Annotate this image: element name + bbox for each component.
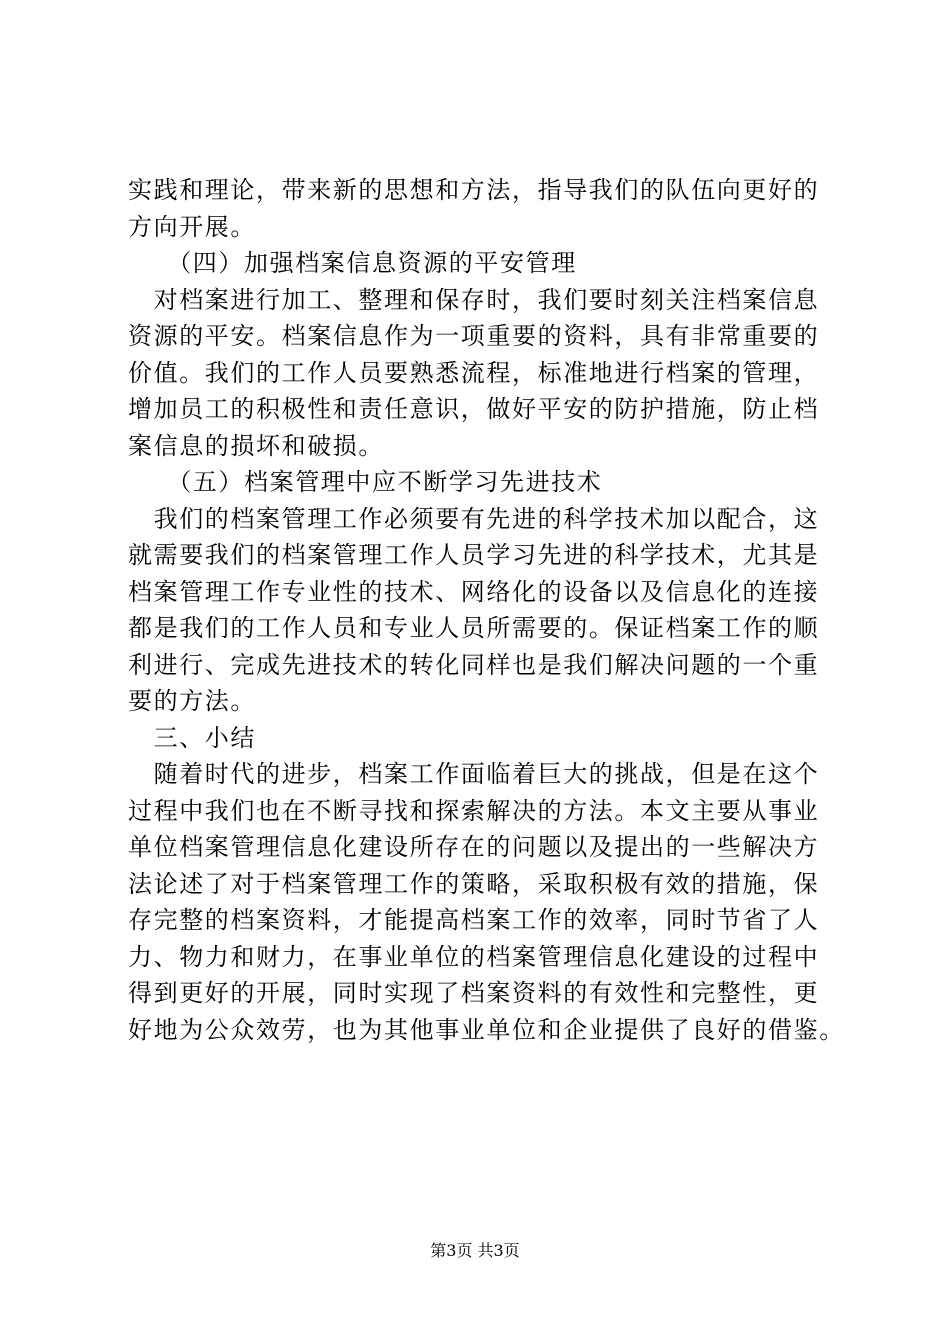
text-line: 力、物力和财力，在事业单位的档案管理信息化建设的过程中 (128, 942, 820, 971)
text-line: 对档案进行加工、整理和保存时，我们要时刻关注档案信息 (128, 285, 820, 314)
text-line: 存完整的档案资料，才能提高档案工作的效率，同时节省了人 (128, 906, 820, 934)
text-line: 资源的平安。档案信息作为一项重要的资料，具有非常重要的 (128, 322, 820, 350)
text-line: 单位档案管理信息化建设所存在的问题以及提出的一些解决方 (128, 833, 820, 861)
text-line: 方向开展。 (128, 212, 256, 241)
document-body (128, 172, 845, 1048)
text-line: 我们的档案管理工作必须要有先进的科学技术加以配合，这 (128, 504, 820, 533)
text-line: 法论述了对于档案管理工作的策略，采取积极有效的措施，保 (128, 869, 820, 898)
section-heading: 三、小结 (128, 723, 256, 752)
text-line: 实践和理论，带来新的思想和方法，指导我们的队伍向更好的 (128, 176, 820, 204)
text-line: 档案管理工作专业性的技术、网络化的设备以及信息化的连接 (128, 577, 820, 606)
text-line: 要的方法。 (128, 687, 256, 715)
text-line: 就需要我们的档案管理工作人员学习先进的科学技术，尤其是 (128, 541, 820, 569)
text-line: 利进行、完成先进技术的转化同样也是我们解决问题的一个重 (128, 650, 820, 679)
text-line: 都是我们的工作人员和专业人员所需要的。保证档案工作的顺 (128, 614, 820, 642)
text-line: 随着时代的进步，档案工作面临着巨大的挑战，但是在这个 (128, 760, 820, 788)
text-line: 增加员工的积极性和责任意识，做好平安的防护措施，防止档 (128, 395, 820, 423)
text-line: 案信息的损坏和破损。 (128, 431, 384, 460)
page-number-footer: 第3页 共3页 (430, 1241, 520, 1260)
text-line: 价值。我们的工作人员要熟悉流程，标准地进行档案的管理， (128, 358, 820, 387)
text-line: 得到更好的开展，同时实现了档案资料的有效性和完整性，更 (128, 979, 820, 1007)
text-line: 过程中我们也在不断寻找和探索解决的方法。本文主要从事业 (128, 796, 820, 825)
section-heading: （五）档案管理中应不断学习先进技术 (128, 468, 603, 496)
text-line: 好地为公众效劳，也为其他事业单位和企业提供了良好的借鉴。 (128, 1015, 845, 1044)
section-heading: （四）加强档案信息资源的平安管理 (128, 249, 577, 277)
